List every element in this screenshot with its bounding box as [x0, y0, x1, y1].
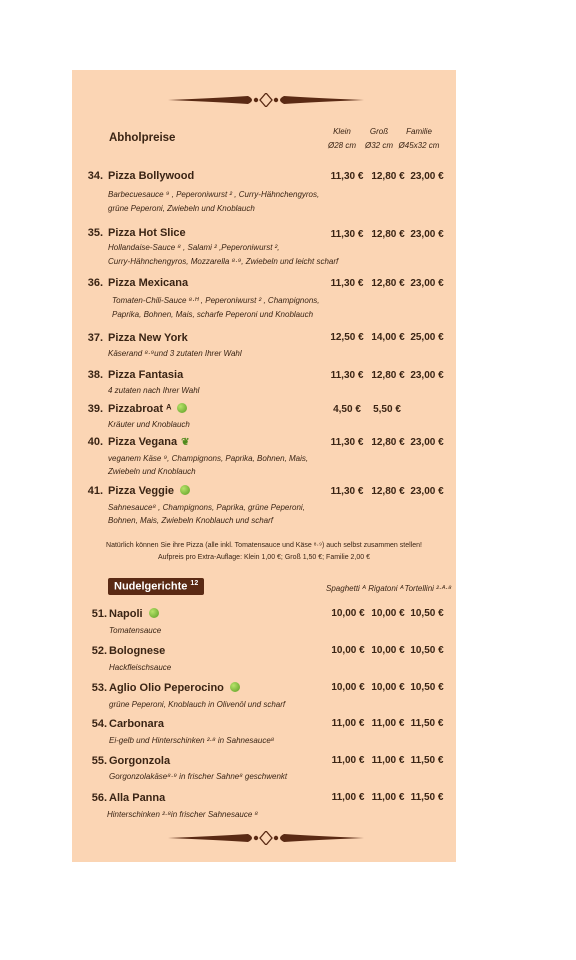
item-desc: 4 zutaten nach Ihrer Wahl: [108, 386, 200, 395]
item-number: 52.: [91, 645, 107, 657]
price-gross: 12,80 €: [371, 278, 405, 289]
item-desc: Zwiebeln und Knoblauch: [108, 467, 196, 476]
item-name: Pizza Veggie: [108, 485, 175, 497]
item-name: Aglio Olio Peperocino: [109, 682, 224, 694]
item-desc: veganem Käse ⁹, Champignons, Paprika, Bohnen, Mais,: [108, 454, 309, 463]
item-desc: Hinterschinken ²·⁸in frischer Sahnesauce ⁸: [107, 810, 258, 819]
size-klein-label: Klein: [333, 127, 351, 136]
size-familie-dim: Ø45x32 cm: [398, 141, 440, 150]
item-name-row: [108, 485, 190, 497]
price-klein: 11,30 €: [330, 171, 364, 182]
extra-topping-note: Aufpreis pro Extra-Auflage: Klein 1,00 €; Groß 1,50 €; Familie 2,00 €: [157, 554, 371, 561]
menu-card: [72, 70, 456, 862]
item-number: 37.: [87, 332, 103, 344]
price-spaghetti: 11,00 €: [331, 792, 365, 803]
vegan-leaf-icon: ❦: [181, 437, 190, 448]
size-gross-dim: Ø32 cm: [364, 141, 393, 150]
item-name: Napoli: [109, 608, 143, 620]
item-desc: Kräuter und Knoblauch: [108, 420, 190, 429]
price-familie: 23,00 €: [410, 486, 444, 497]
item-number: 55.: [91, 755, 107, 767]
col-rigatoni: Rigatoni ᴬ: [368, 584, 404, 593]
item-desc: Gorgonzolakäse⁸·⁹ in frischer Sahne⁸ geschwenkt: [109, 772, 288, 781]
price-familie: 23,00 €: [410, 370, 444, 381]
price-rigatoni: 10,00 €: [371, 645, 405, 656]
item-name: Pizza New York: [108, 332, 188, 344]
item-desc: Bohnen, Mais, Zwiebeln Knoblauch und scharf: [108, 516, 273, 525]
item-number: 54.: [91, 718, 107, 730]
item-name: Pizza Vegana: [108, 436, 178, 448]
item-name: Pizza Hot Slice: [108, 227, 186, 239]
custom-pizza-note: Natürlich können Sie ihre Pizza (alle inkl. Tomatensauce und Käse ⁸·⁹) auch selbst zusammen stellen!: [106, 542, 422, 549]
price-klein: 11,30 €: [330, 370, 364, 381]
price-gross: 12,80 €: [371, 486, 405, 497]
price-spaghetti: 11,00 €: [331, 718, 365, 729]
item-number: 34.: [87, 170, 103, 182]
price-tortellini: 10,50 €: [410, 682, 444, 693]
item-desc: Tomatensauce: [109, 626, 162, 635]
price-spaghetti: 11,00 €: [331, 755, 365, 766]
price-tortellini: 11,50 €: [410, 718, 444, 729]
item-desc: grüne Peperoni, Zwiebeln und Knoblauch: [108, 204, 255, 213]
price-spaghetti: 10,00 €: [331, 608, 365, 619]
price-rigatoni: 10,00 €: [371, 608, 405, 619]
item-desc: Hollandaise-Sauce ⁸ , Salami ² ,Peperoniwurst ²,: [108, 243, 280, 252]
price-rigatoni: 11,00 €: [371, 755, 405, 766]
ornament-bottom: [168, 831, 364, 845]
size-familie-label: Familie: [406, 127, 432, 136]
pickup-prices-title: Abholpreise: [109, 132, 176, 144]
item-desc: Sahnesauce⁸ , Champignons, Paprika, grüne Peperoni,: [108, 503, 305, 512]
item-name: Pizza Mexicana: [108, 277, 189, 289]
item-desc: Curry-Hähnchengyros, Mozzarella ⁸·⁹, Zwiebeln und leicht scharf: [108, 257, 339, 266]
price-gross: 12,80 €: [371, 229, 405, 240]
price-rigatoni: 11,00 €: [371, 792, 405, 803]
item-desc: Paprika, Bohnen, Mais, scharfe Peperoni und Knoblauch: [112, 310, 314, 319]
item-desc: Barbecuesauce ⁹ , Peperoniwurst ² , Curry-Hähnchengyros,: [108, 190, 320, 199]
pasta-section-badge: [108, 577, 204, 595]
price-gross: 5,50 €: [373, 404, 401, 415]
item-number: 36.: [87, 277, 103, 289]
item-name: Gorgonzola: [109, 755, 171, 767]
item-name: Alla Panna: [109, 792, 166, 804]
item-desc: Ei-gelb und Hinterschinken ²·⁸ in Sahnesauce⁸: [109, 736, 275, 745]
item-number: 35.: [87, 227, 103, 239]
item-number: 38.: [87, 369, 103, 381]
price-familie: 25,00 €: [410, 332, 444, 343]
price-klein: 11,30 €: [330, 278, 364, 289]
item-name-row: [109, 682, 240, 694]
price-tortellini: 10,50 €: [410, 608, 444, 619]
ornament-top: [168, 93, 364, 107]
price-rigatoni: 10,00 €: [371, 682, 405, 693]
vegetarian-icon: [230, 682, 240, 692]
size-gross-label: Groß: [369, 127, 389, 136]
item-name-row: [109, 608, 159, 620]
size-klein-dim: Ø28 cm: [327, 141, 356, 150]
price-klein: 11,30 €: [330, 229, 364, 240]
item-name: Carbonara: [109, 718, 165, 730]
item-name: Pizza Fantasia: [108, 369, 184, 381]
item-number: 40.: [87, 436, 103, 448]
item-name-row: [108, 436, 189, 448]
item-number: 39.: [87, 403, 103, 415]
item-desc: grüne Peperoni, Knoblauch in Olivenöl und scharf: [109, 700, 286, 709]
item-name: Pizza Bollywood: [108, 170, 195, 182]
price-klein: 12,50 €: [330, 332, 364, 343]
item-desc: Käserand ⁸·⁹und 3 zutaten Ihrer Wahl: [108, 349, 242, 358]
price-gross: 14,00 €: [371, 332, 405, 343]
item-number: 51.: [91, 608, 107, 620]
price-tortellini: 11,50 €: [410, 792, 444, 803]
vegetarian-icon: [149, 608, 159, 618]
price-klein: 4,50 €: [333, 404, 361, 415]
vegetarian-icon: [177, 403, 187, 413]
price-rigatoni: 11,00 €: [371, 718, 405, 729]
price-tortellini: 10,50 €: [410, 645, 444, 656]
price-familie: 23,00 €: [410, 171, 444, 182]
item-name-row: [108, 403, 187, 415]
item-number: 56.: [91, 792, 107, 804]
pasta-section-sup: 12: [190, 580, 199, 588]
pasta-section-title: Nudelgerichte: [114, 581, 188, 593]
item-number: 53.: [91, 682, 107, 694]
price-spaghetti: 10,00 €: [331, 645, 365, 656]
price-klein: 11,30 €: [330, 486, 364, 497]
price-klein: 11,30 €: [330, 437, 364, 448]
item-desc: Hackfleischsauce: [109, 663, 172, 672]
item-name: Bolognese: [109, 645, 166, 657]
price-tortellini: 11,50 €: [410, 755, 444, 766]
col-spaghetti: Spaghetti ᴬ: [326, 584, 366, 593]
item-name: Pizzabroat ᴬ: [108, 403, 172, 415]
price-gross: 12,80 €: [371, 370, 405, 381]
price-gross: 12,80 €: [371, 437, 405, 448]
price-familie: 23,00 €: [410, 437, 444, 448]
col-tortellini: Tortellini ²·ᴬ·⁸: [404, 584, 452, 593]
price-familie: 23,00 €: [410, 229, 444, 240]
price-gross: 12,80 €: [371, 171, 405, 182]
vegetarian-icon: [180, 485, 190, 495]
price-familie: 23,00 €: [410, 278, 444, 289]
price-spaghetti: 10,00 €: [331, 682, 365, 693]
item-number: 41.: [87, 485, 103, 497]
item-desc: Tomaten-Chili-Sauce ⁸·ᴴ , Peperoniwurst ² , Champignons,: [112, 296, 320, 305]
